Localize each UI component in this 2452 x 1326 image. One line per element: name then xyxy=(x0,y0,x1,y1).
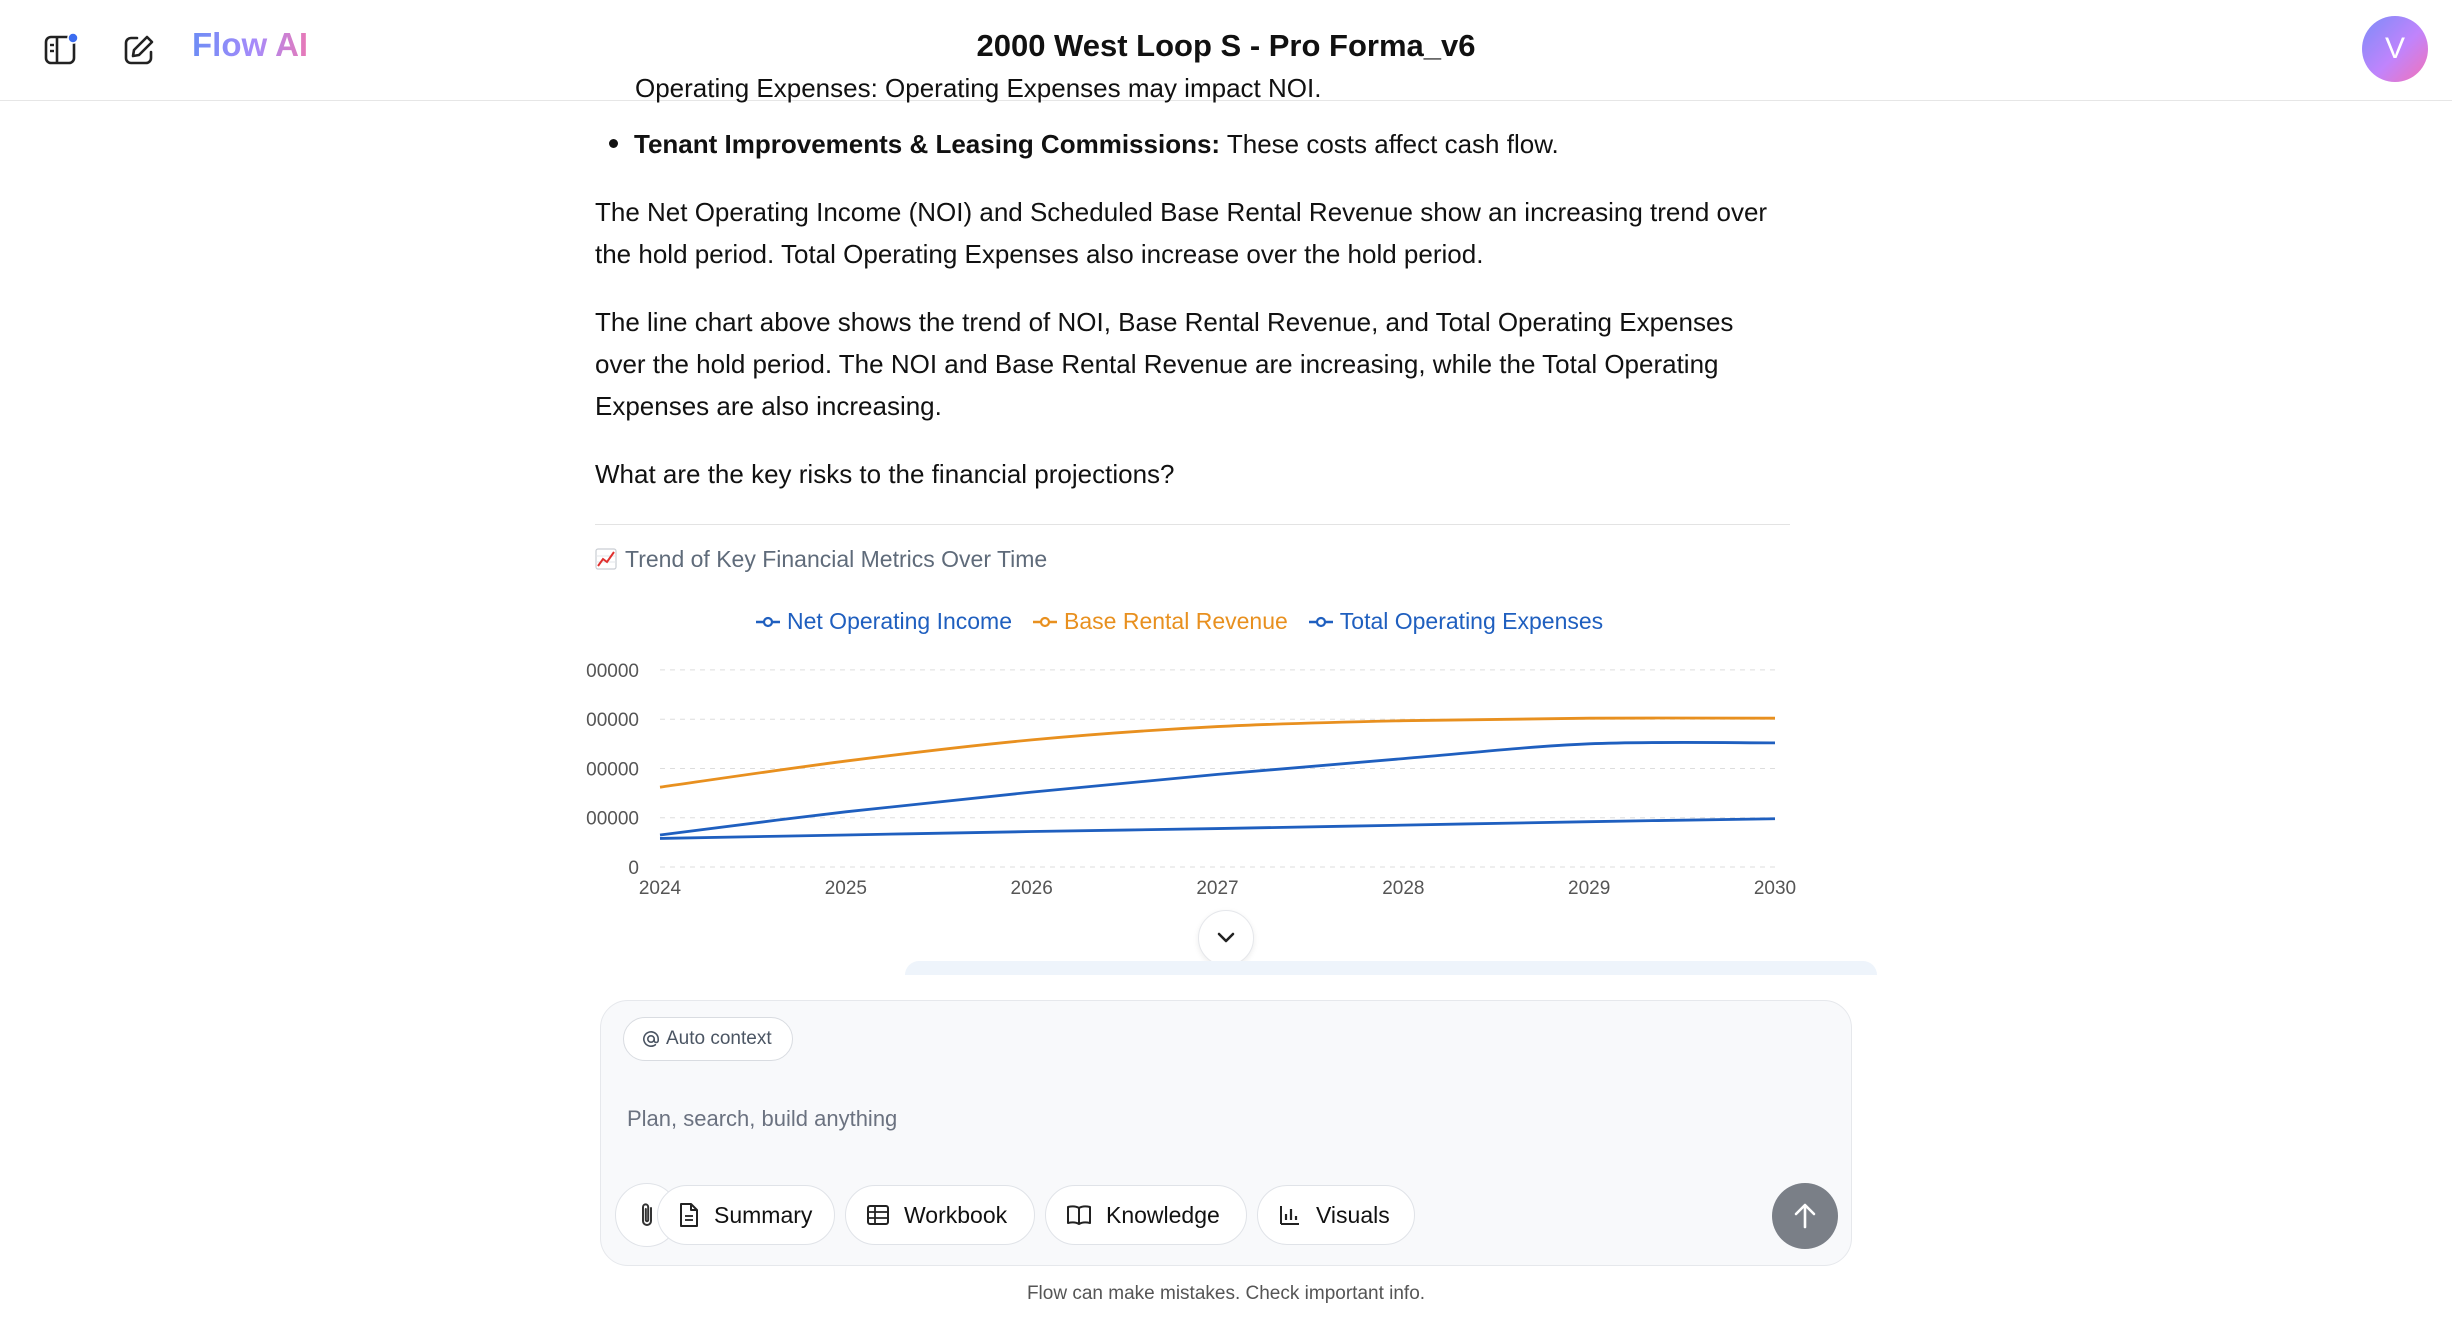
chart-title xyxy=(595,546,1047,573)
x-tick-label: 2029 xyxy=(1568,878,1611,899)
legend-marker-icon xyxy=(1308,615,1334,629)
list-item xyxy=(609,123,1559,165)
paragraph-trend: The Net Operating Income (NOI) and Scheduled Base Rental Revenue show an increasing trend over the hold period. Total Operating Expenses also increase over the hold period. xyxy=(595,197,1768,269)
legend-marker-icon xyxy=(1032,615,1058,629)
legend-item-opex[interactable] xyxy=(1308,608,1603,635)
table-icon xyxy=(866,1203,890,1227)
summary-button[interactable] xyxy=(657,1185,835,1245)
partial-bullet xyxy=(595,73,1790,123)
workbook-button[interactable] xyxy=(845,1185,1035,1245)
auto-context-chip[interactable] xyxy=(623,1017,793,1061)
y-tick-label: 00000 xyxy=(586,759,639,781)
user-avatar[interactable]: V xyxy=(2362,16,2428,82)
y-tick-label: 00000 xyxy=(586,808,639,830)
knowledge-label: Knowledge xyxy=(1106,1201,1220,1228)
bullet-heading: Tenant Improvements & Leasing Commissions: xyxy=(634,129,1221,159)
send-button[interactable] xyxy=(1772,1183,1838,1249)
partial-bullet-text: Operating Expenses: Operating Expenses may impact NOI. xyxy=(635,73,1322,103)
x-tick-label: 2026 xyxy=(1010,878,1053,899)
chart-increasing-icon xyxy=(595,548,617,570)
document-title: 2000 West Loop S - Pro Forma_v6 xyxy=(976,28,1476,63)
y-tick-label: 0 xyxy=(628,858,639,879)
document-icon xyxy=(678,1202,700,1228)
chat-composer xyxy=(600,1000,1852,1266)
open-book-icon xyxy=(1066,1203,1092,1227)
x-tick-label: 2030 xyxy=(1753,878,1797,899)
bullet-text: These costs affect cash flow. xyxy=(1220,129,1559,159)
section-divider xyxy=(595,524,1790,525)
visuals-label: Visuals xyxy=(1316,1201,1390,1228)
y-tick-label: 00000 xyxy=(586,660,639,682)
summary-label: Summary xyxy=(714,1201,813,1228)
scroll-down-button[interactable] xyxy=(1198,910,1254,966)
series-line-1 xyxy=(660,718,1775,787)
disclaimer-text: Flow can make mistakes. Check important info. xyxy=(1026,1283,1426,1304)
bar-chart-icon xyxy=(1278,1203,1302,1227)
series-line-2 xyxy=(660,819,1775,839)
chart-legend xyxy=(755,608,1603,635)
legend-label: Base Rental Revenue xyxy=(1064,608,1288,634)
x-tick-label: 2025 xyxy=(824,878,867,899)
chevron-down-icon xyxy=(1213,925,1239,951)
line-chart xyxy=(586,650,1797,905)
legend-item-noi[interactable] xyxy=(755,608,1012,635)
x-tick-label: 2024 xyxy=(638,878,682,899)
x-tick-label: 2028 xyxy=(1382,878,1425,899)
at-sign-icon xyxy=(642,1030,660,1048)
legend-label: Total Operating Expenses xyxy=(1339,608,1604,634)
auto-context-label: Auto context xyxy=(666,1028,772,1049)
chart-title-text: Trend of Key Financial Metrics Over Time xyxy=(625,546,1048,572)
legend-label: Net Operating Income xyxy=(787,608,1013,634)
workbook-label: Workbook xyxy=(904,1201,1008,1228)
legend-marker-icon xyxy=(755,615,781,629)
bullet-dot xyxy=(609,139,618,148)
x-tick-label: 2027 xyxy=(1196,878,1239,899)
paragraph-chart-summary: The line chart above shows the trend of NOI, Base Rental Revenue, and Total Operating Expenses over the hold period. The NOI and Base Rental Revenue are increasing, while the Total Operating Expenses are also increasing. xyxy=(595,307,1734,421)
paragraph-question: What are the key risks to the financial projections? xyxy=(595,459,1175,489)
knowledge-button[interactable] xyxy=(1045,1185,1247,1245)
visuals-button[interactable] xyxy=(1257,1185,1415,1245)
prompt-input[interactable] xyxy=(627,1099,1777,1139)
arrow-up-icon xyxy=(1791,1201,1819,1231)
legend-item-base-rental[interactable] xyxy=(1032,608,1288,635)
brand-logo[interactable]: Flow AI xyxy=(192,26,309,63)
next-card-peek xyxy=(905,961,1877,975)
y-tick-label: 00000 xyxy=(586,710,639,732)
